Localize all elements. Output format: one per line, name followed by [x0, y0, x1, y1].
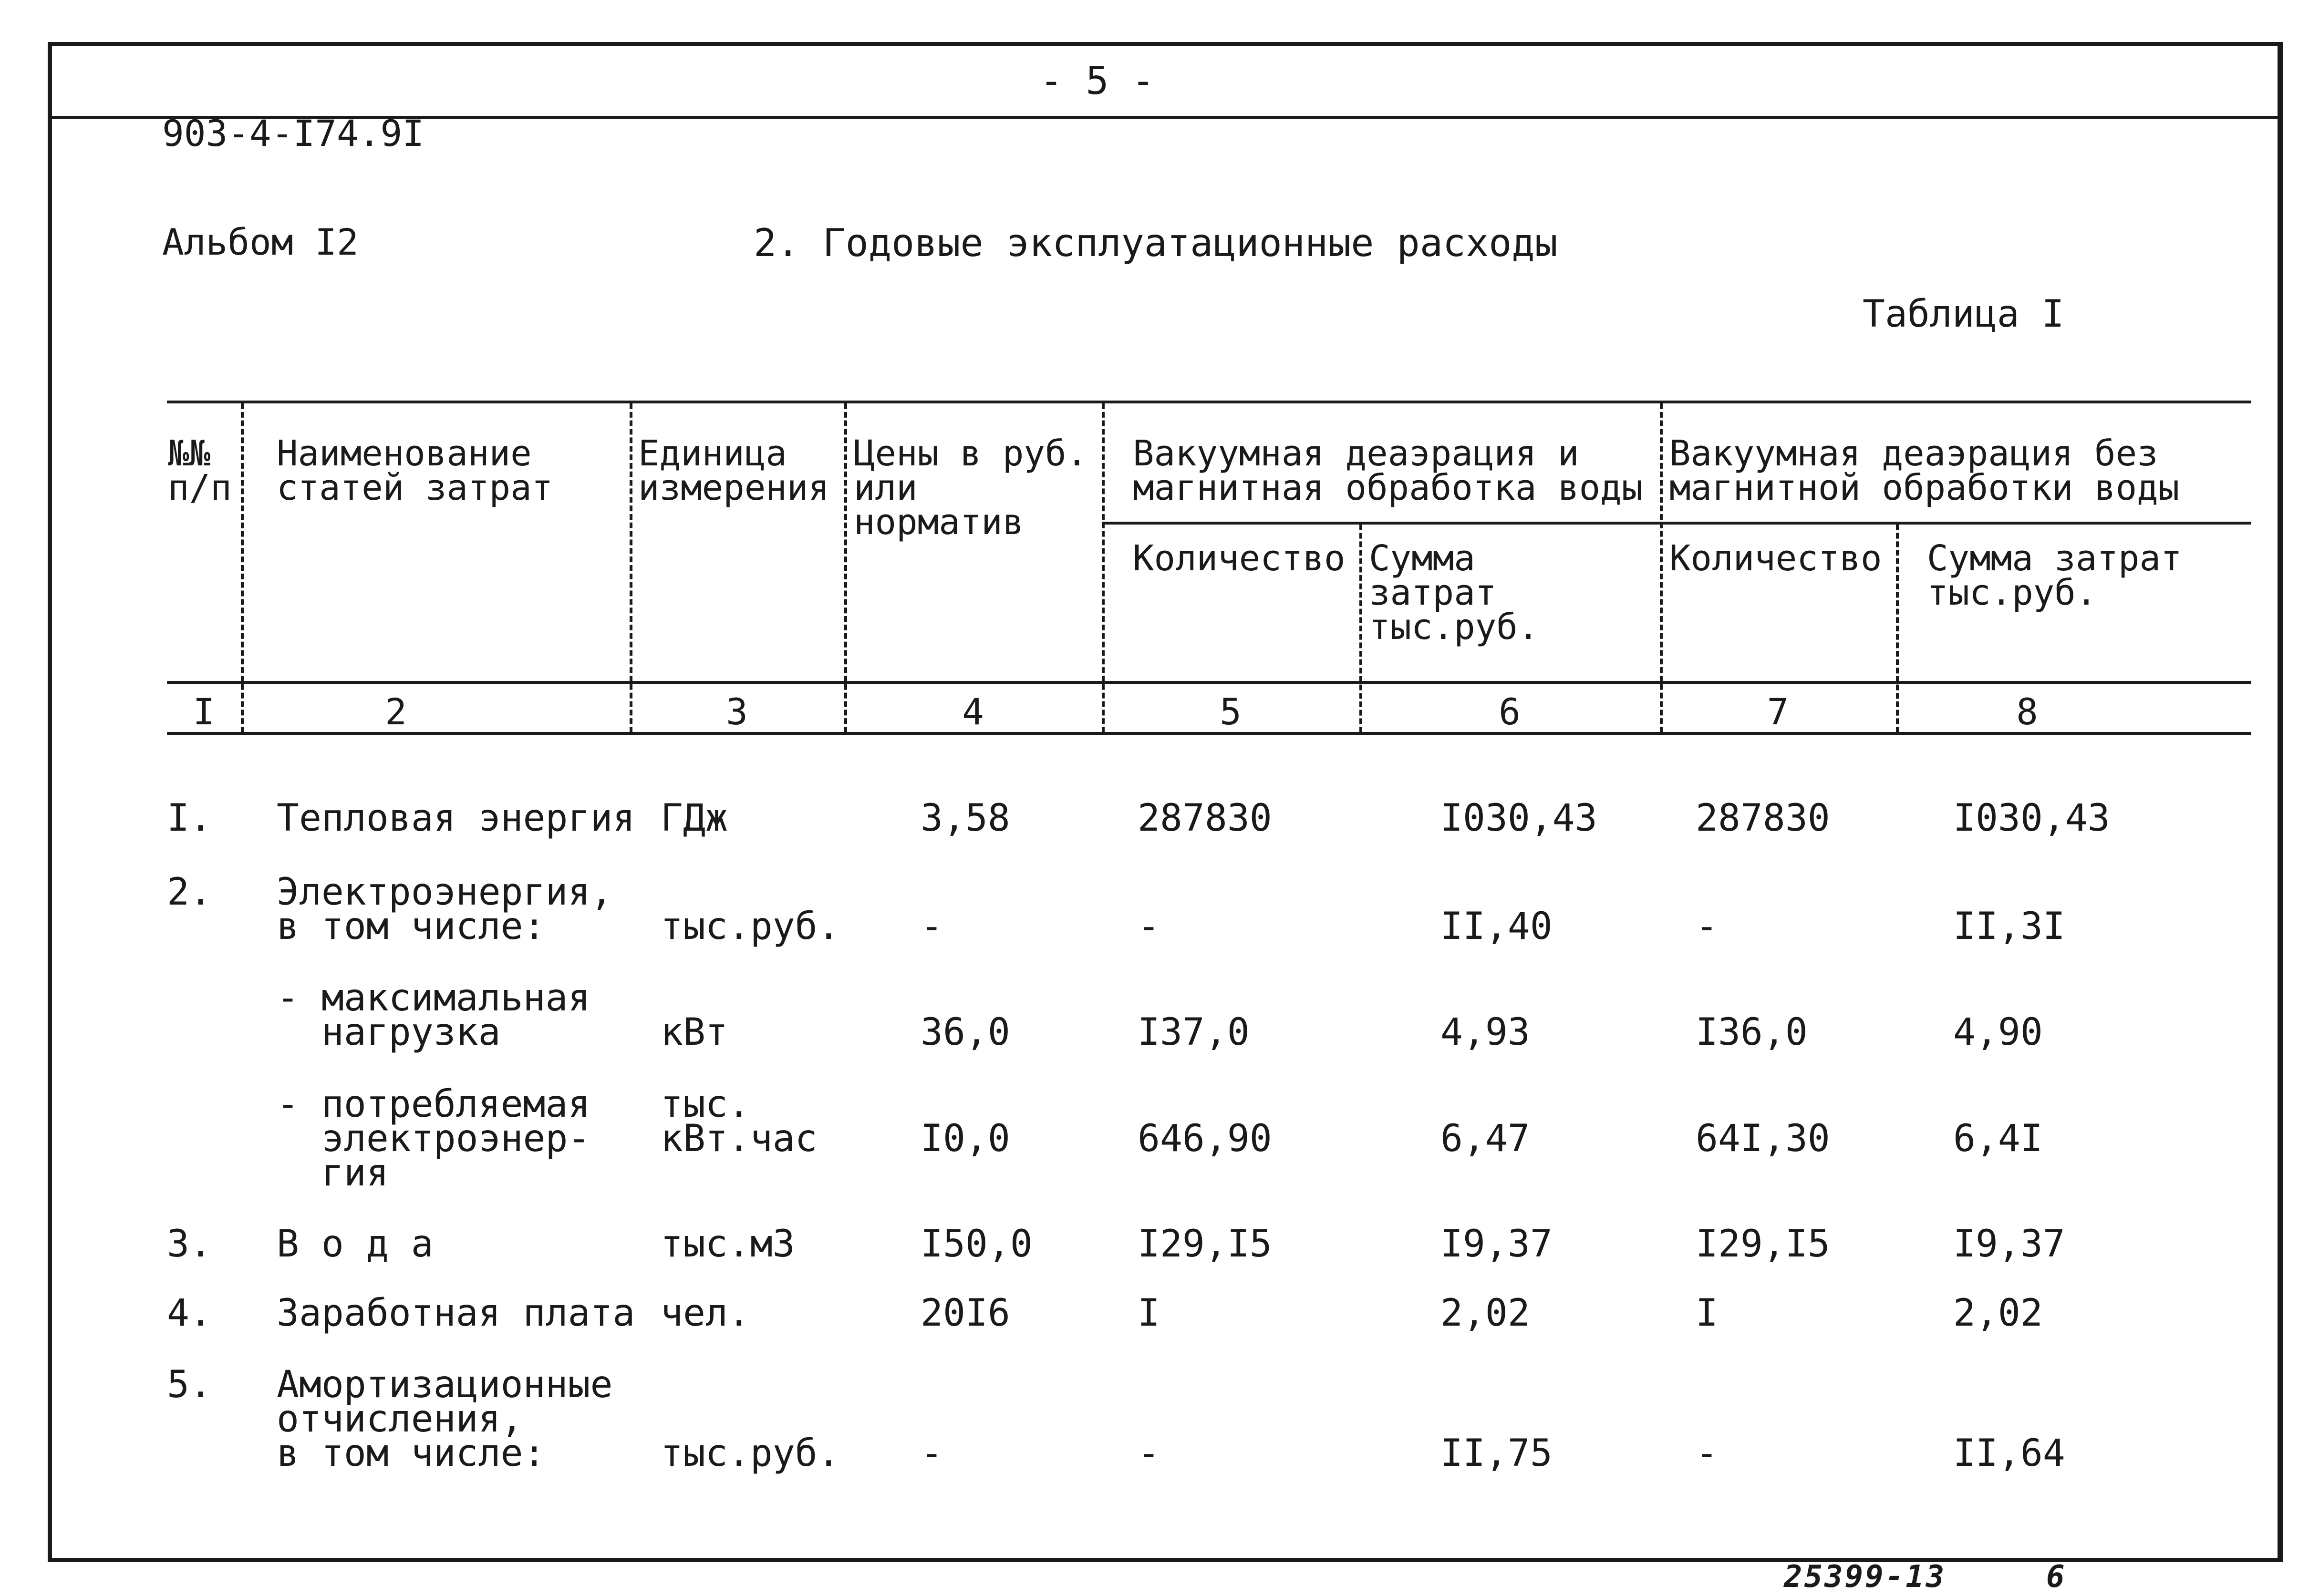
cell-sum-a: 6,47	[1440, 1117, 1530, 1160]
cell-sum-b: I9,37	[1953, 1223, 2065, 1266]
sheet-number: 6	[2046, 1559, 2065, 1595]
cell-sum-a: 4,93	[1440, 1011, 1530, 1054]
cell-price: -	[921, 1432, 943, 1475]
cell-name: Тепловая энергия	[277, 797, 635, 840]
header-sum-a: Сумма затрат тыс.руб.	[1369, 538, 1539, 648]
cell-qty-b: 64I,30	[1696, 1117, 1830, 1160]
header-name: Наименование статей затрат	[277, 433, 553, 508]
cell-qty-a: I	[1138, 1292, 1160, 1335]
colnum-5: 5	[1220, 690, 1242, 733]
cell-sum-a: II,40	[1440, 905, 1553, 948]
cell-qty-a: -	[1138, 905, 1160, 948]
col-divider-1	[241, 403, 244, 732]
cell-num: I.	[167, 797, 212, 840]
cell-qty-a: 287830	[1138, 797, 1272, 840]
cell-sum-a: I030,43	[1440, 797, 1597, 840]
header-unit: Единица измерения	[638, 433, 829, 508]
col-divider-2	[630, 403, 632, 732]
cell-unit: тыс.руб.	[661, 1432, 840, 1475]
cell-sum-a: 2,02	[1440, 1292, 1530, 1335]
group-subheader-rule	[1102, 522, 2251, 525]
cell-name: Заработная плата	[277, 1292, 635, 1335]
cell-price: I0,0	[921, 1117, 1010, 1160]
cell-name: В о д а	[277, 1223, 434, 1266]
cell-qty-a: I29,I5	[1138, 1223, 1272, 1266]
header-group-a: Вакуумная деаэрация и магнитная обработка воды	[1133, 433, 1643, 508]
colnum-2: 2	[385, 690, 407, 733]
header-qty-b: Количество	[1669, 538, 1882, 579]
colnum-8: 8	[2016, 690, 2038, 733]
colnum-1: I	[193, 690, 215, 733]
header-num: №№ п/п	[168, 433, 232, 508]
cell-qty-b: I	[1696, 1292, 1718, 1335]
cell-num: 5.	[167, 1363, 212, 1406]
cell-name: Электроэнергия, в том числе:	[277, 871, 613, 948]
cell-qty-b: 287830	[1696, 797, 1830, 840]
cell-qty-b: I36,0	[1696, 1011, 1808, 1054]
cell-unit: тыс. кВт.час	[661, 1083, 818, 1160]
table-label: Таблица I	[1863, 293, 2064, 336]
cell-qty-a: I37,0	[1138, 1011, 1250, 1054]
cell-qty-b: -	[1696, 905, 1718, 948]
cell-price: 36,0	[921, 1011, 1010, 1054]
cell-unit: чел.	[661, 1292, 750, 1335]
page-number: - 5 -	[1040, 59, 1155, 103]
order-number: 25399-13	[1784, 1559, 1947, 1595]
cell-num: 4.	[167, 1292, 212, 1335]
cell-qty-b: I29,I5	[1696, 1223, 1830, 1266]
table-top-rule	[167, 401, 2251, 403]
header-sum-b: Сумма затрат тыс.руб.	[1927, 538, 2182, 613]
document-code-block	[162, 43, 424, 297]
colnum-3: 3	[726, 690, 748, 733]
cell-num: 2.	[167, 871, 212, 914]
col-divider-3	[844, 403, 847, 732]
album-label: Альбом I2	[162, 221, 359, 263]
cell-sum-b: II,64	[1953, 1432, 2065, 1475]
cell-name: Амортизационные отчисления, в том числе:	[277, 1363, 613, 1475]
cell-unit: кВт	[661, 1011, 728, 1054]
section-title: 2. Годовые эксплуатационные расходы	[754, 221, 1558, 265]
cell-sum-b: II,3I	[1953, 905, 2065, 948]
header-group-b: Вакуумная деаэрация без магнитной обработки воды	[1669, 433, 2180, 508]
column-numbers-top-rule	[167, 681, 2251, 684]
cell-num: 3.	[167, 1223, 212, 1266]
cell-price: I50,0	[921, 1223, 1033, 1266]
col-divider-4	[1102, 403, 1105, 732]
cell-name: - максимальная нагрузка	[277, 977, 590, 1054]
col-divider-6	[1660, 403, 1663, 732]
cell-price: 3,58	[921, 797, 1010, 840]
cell-price: -	[921, 905, 943, 948]
cell-sum-b: 6,4I	[1953, 1117, 2043, 1160]
cell-sum-a: I9,37	[1440, 1223, 1553, 1266]
cell-sum-b: 2,02	[1953, 1292, 2043, 1335]
colnum-4: 4	[962, 690, 984, 733]
cell-qty-b: -	[1696, 1432, 1718, 1475]
cell-unit: ГДж	[661, 797, 728, 840]
cell-sum-b: 4,90	[1953, 1011, 2043, 1054]
document-code: 903-4-I74.9I	[162, 112, 425, 154]
cell-sum-b: I030,43	[1953, 797, 2110, 840]
cell-sum-a: II,75	[1440, 1432, 1553, 1475]
colnum-7: 7	[1767, 690, 1789, 733]
colnum-6: 6	[1499, 690, 1521, 733]
cell-price: 20I6	[921, 1292, 1010, 1335]
header-qty-a: Количество	[1133, 538, 1346, 579]
header-price: Цены в руб. или норматив	[854, 433, 1088, 543]
cell-qty-a: -	[1138, 1432, 1160, 1475]
cell-unit: тыс.м3	[661, 1223, 795, 1266]
cell-name: - потребляемая электроэнер- гия	[277, 1083, 590, 1194]
cell-qty-a: 646,90	[1138, 1117, 1272, 1160]
cell-unit: тыс.руб.	[661, 905, 840, 948]
